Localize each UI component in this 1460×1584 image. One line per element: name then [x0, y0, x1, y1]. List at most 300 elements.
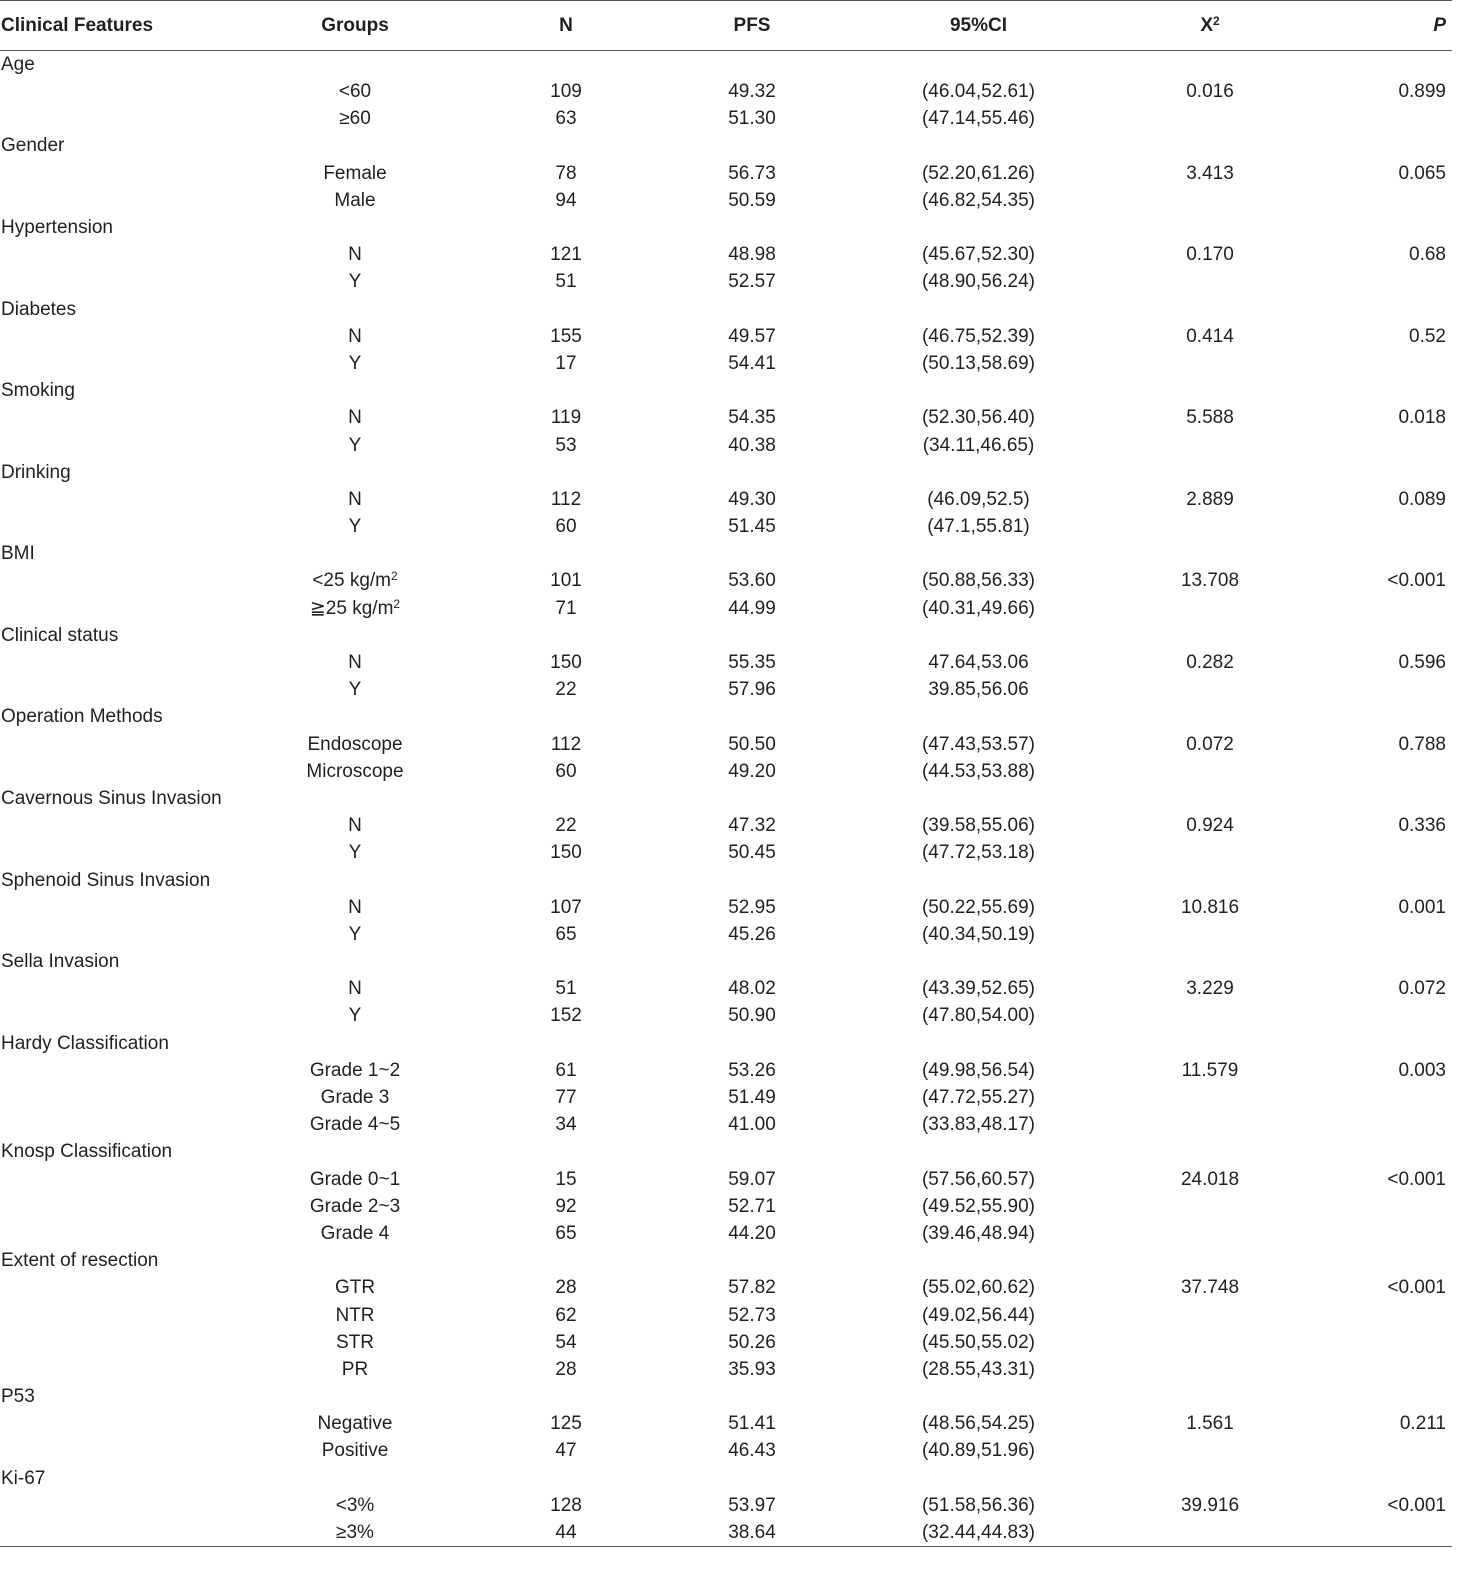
empty-cell [0, 676, 280, 703]
n-cell: 125 [550, 1413, 582, 1435]
empty-cell [0, 1410, 280, 1437]
x2-cell: 5.588 [1186, 407, 1234, 429]
table-row [0, 1492, 1452, 1519]
p-value-cell [1265, 839, 1452, 866]
x2-cell [1155, 1519, 1265, 1547]
table-row [0, 1166, 1452, 1193]
group-cell [280, 921, 430, 948]
empty-cell [0, 404, 280, 431]
pfs-cell: 51.49 [728, 1087, 776, 1109]
feature-row [0, 703, 1452, 730]
ci-cell: (33.83,48.17) [921, 1114, 1036, 1136]
n-cell: 94 [555, 189, 577, 211]
p-value-cell [1265, 758, 1452, 785]
x2-cell: 0.924 [1186, 815, 1234, 837]
ci-cell: (47.72,53.18) [921, 842, 1036, 864]
group-label: N [348, 325, 362, 347]
pfs-cell: 44.20 [728, 1222, 776, 1244]
feature-row [0, 1383, 1452, 1410]
group-label: Grade 1~2 [309, 1059, 401, 1081]
empty-cell [0, 187, 280, 214]
ci-cell: (40.31,49.66) [921, 597, 1036, 619]
table-row [0, 350, 1452, 377]
x2-cell: 1.561 [1186, 1413, 1234, 1435]
n-cell: 152 [550, 1005, 582, 1027]
group-cell [280, 1274, 430, 1301]
ci-cell: (52.20,61.26) [921, 162, 1036, 184]
p-value-cell [1265, 1220, 1452, 1247]
group-label: Grade 2~3 [309, 1195, 401, 1217]
n-cell: 22 [555, 815, 577, 837]
p-value-cell [1265, 105, 1452, 132]
empty-cell [0, 1002, 280, 1029]
empty-cell [0, 1356, 280, 1383]
table-row [0, 241, 1452, 268]
p-value-cell: <0.001 [1387, 1168, 1446, 1190]
p-value-cell [1265, 1084, 1452, 1111]
header-pfs: PFS [702, 1, 802, 51]
group-cell [280, 1437, 430, 1464]
empty-cell [0, 1111, 280, 1138]
group-label: Grade 3 [320, 1087, 390, 1109]
pfs-cell: 55.35 [728, 652, 776, 674]
group-cell [280, 404, 430, 431]
x2-cell: 0.170 [1186, 244, 1234, 266]
pfs-cell: 49.20 [728, 760, 776, 782]
pfs-cell: 47.32 [728, 815, 776, 837]
group-cell [280, 513, 430, 540]
x2-cell [1155, 839, 1265, 866]
group-cell [280, 350, 430, 377]
table-row [0, 323, 1452, 350]
table-row [0, 513, 1452, 540]
empty-cell [0, 1193, 280, 1220]
table-row [0, 921, 1452, 948]
x2-cell: 37.748 [1180, 1277, 1240, 1299]
empty-cell [0, 812, 280, 839]
p-value-cell: <0.001 [1387, 1494, 1446, 1516]
pfs-cell: 50.26 [728, 1331, 776, 1353]
ci-cell: (49.98,56.54) [921, 1059, 1036, 1081]
pfs-cell: 59.07 [728, 1168, 776, 1190]
p-value-cell: 0.065 [1398, 162, 1446, 184]
group-cell [280, 1111, 430, 1138]
table-row [0, 1519, 1452, 1547]
group-cell [280, 1220, 430, 1247]
p-value-cell: 0.52 [1409, 325, 1446, 347]
group-label: Grade 4~5 [309, 1114, 401, 1136]
x2-cell: 24.018 [1180, 1168, 1240, 1190]
feature-row [0, 540, 1452, 567]
header-row [0, 1, 1452, 51]
group-cell [280, 1410, 430, 1437]
x2-cell [1155, 268, 1265, 295]
x2-cell: 39.916 [1180, 1494, 1240, 1516]
x2-cell [1155, 187, 1265, 214]
group-cell [280, 812, 430, 839]
n-cell: 77 [555, 1087, 577, 1109]
feature-row [0, 132, 1452, 159]
feature-row [0, 459, 1452, 486]
n-cell: 107 [550, 896, 582, 918]
feature-row [0, 622, 1452, 649]
x2-cell [1155, 676, 1265, 703]
pfs-cell: 54.35 [728, 407, 776, 429]
ci-cell: (50.88,56.33) [921, 570, 1036, 592]
group-cell [280, 160, 430, 187]
group-cell [280, 268, 430, 295]
ci-cell: (43.39,52.65) [921, 978, 1036, 1000]
pfs-cell: 44.99 [728, 597, 776, 619]
x2-cell [1155, 1356, 1265, 1383]
pfs-cell: 53.26 [728, 1059, 776, 1081]
table-row [0, 431, 1452, 458]
table-row [0, 894, 1452, 921]
x2-cell: 10.816 [1180, 896, 1240, 918]
pfs-cell: 52.73 [728, 1304, 776, 1326]
table-row [0, 105, 1452, 132]
pfs-cell: 49.32 [728, 81, 776, 103]
feature-row [0, 214, 1452, 241]
feature-row [0, 296, 1452, 323]
feature-label: Ki-67 [1, 1467, 46, 1489]
n-cell: 112 [550, 733, 582, 755]
feature-row [0, 1247, 1452, 1274]
group-cell [280, 323, 430, 350]
feature-label: Hardy Classification [1, 1032, 169, 1054]
n-cell: 92 [555, 1195, 577, 1217]
n-cell: 51 [555, 978, 577, 1000]
ci-cell: (28.55,43.31) [921, 1358, 1036, 1380]
table-row [0, 187, 1452, 214]
group-label: Microscope [306, 760, 404, 782]
p-value-cell [1265, 595, 1452, 622]
n-cell: 121 [550, 244, 582, 266]
group-cell [280, 1301, 430, 1328]
group-cell [280, 1166, 430, 1193]
p-value-cell [1265, 1002, 1452, 1029]
feature-label: Operation Methods [1, 706, 163, 728]
table-row [0, 1220, 1452, 1247]
ci-cell: (51.58,56.36) [921, 1494, 1036, 1516]
empty-cell [0, 1301, 280, 1328]
group-cell [280, 1356, 430, 1383]
group-cell [280, 731, 430, 758]
p-value-cell: 0.788 [1398, 733, 1446, 755]
ci-cell: (47.43,53.57) [921, 733, 1036, 755]
p-value-cell: 0.072 [1398, 978, 1446, 1000]
table-row [0, 1193, 1452, 1220]
empty-cell [0, 431, 280, 458]
header-x2-base: X [1200, 14, 1213, 36]
table-row [0, 1437, 1452, 1464]
group-cell [280, 649, 430, 676]
ci-cell: (47.1,55.81) [927, 516, 1030, 538]
pfs-cell: 50.50 [728, 733, 776, 755]
ci-cell: 39.85,56.06 [928, 679, 1029, 701]
n-cell: 71 [555, 597, 577, 619]
group-cell [280, 894, 430, 921]
ci-cell: (32.44,44.83) [802, 1519, 1155, 1547]
ci-cell: (34.11,46.65) [922, 434, 1035, 456]
x2-cell: 13.708 [1180, 570, 1240, 592]
group-cell [280, 1002, 430, 1029]
n-cell: 62 [555, 1304, 577, 1326]
n-cell: 34 [555, 1114, 577, 1136]
p-value-cell: <0.001 [1387, 570, 1446, 592]
header-n: N [430, 1, 702, 51]
group-label: N [348, 488, 362, 510]
ci-cell: (47.14,55.46) [921, 108, 1036, 130]
empty-cell [0, 268, 280, 295]
empty-cell [0, 1437, 280, 1464]
group-label: NTR [335, 1304, 375, 1326]
ci-cell: (48.90,56.24) [921, 271, 1036, 293]
feature-label: Gender [1, 135, 65, 157]
group-cell [280, 1057, 430, 1084]
p-value-cell [1265, 676, 1452, 703]
x2-cell [1155, 105, 1265, 132]
p-value-cell: 0.899 [1398, 81, 1446, 103]
n-cell: 63 [555, 108, 577, 130]
ci-cell: (45.67,52.30) [921, 244, 1036, 266]
empty-cell [0, 1220, 280, 1247]
pfs-cell: 40.38 [728, 434, 776, 456]
n-cell: 17 [555, 352, 577, 374]
group-label: PR [341, 1358, 369, 1380]
table-row [0, 567, 1452, 594]
empty-cell [0, 160, 280, 187]
empty-cell [0, 350, 280, 377]
p-value-cell [1265, 1301, 1452, 1328]
empty-cell [0, 921, 280, 948]
group-label: Negative [317, 1413, 393, 1435]
empty-cell [0, 839, 280, 866]
table-row [0, 1057, 1452, 1084]
x2-cell: 11.579 [1181, 1059, 1239, 1081]
table-row [0, 1111, 1452, 1138]
pfs-cell: 45.26 [728, 923, 776, 945]
pfs-cell: 52.95 [728, 896, 776, 918]
empty-cell [0, 1519, 280, 1547]
x2-cell: 3.229 [1186, 978, 1234, 1000]
group-cell [280, 1193, 430, 1220]
empty-cell [0, 595, 280, 622]
n-cell: 22 [555, 679, 577, 701]
x2-cell: 2.889 [1186, 488, 1234, 510]
group-cell [280, 187, 430, 214]
feature-label: Sella Invasion [1, 951, 120, 973]
group-label: N [348, 407, 362, 429]
table-row [0, 758, 1452, 785]
ci-cell: (39.46,48.94) [921, 1222, 1036, 1244]
n-cell: 128 [550, 1494, 582, 1516]
p-value-cell: 0.596 [1398, 652, 1446, 674]
ci-cell: (48.56,54.25) [921, 1413, 1036, 1435]
pfs-cell: 38.64 [702, 1519, 802, 1547]
p-value-cell: 0.001 [1398, 896, 1446, 918]
pfs-cell: 41.00 [728, 1114, 776, 1136]
group-label: Y [348, 1005, 362, 1027]
group-label: <60 [338, 81, 372, 103]
p-value-cell [1265, 1356, 1452, 1383]
feature-label: Knosp Classification [1, 1141, 173, 1163]
pfs-cell: 54.41 [728, 352, 776, 374]
pfs-cell: 53.97 [728, 1494, 776, 1516]
table-row [0, 839, 1452, 866]
empty-cell [0, 731, 280, 758]
pfs-cell: 50.59 [728, 189, 776, 211]
n-cell: 28 [555, 1277, 577, 1299]
pfs-cell: 49.30 [728, 488, 776, 510]
empty-cell [0, 1166, 280, 1193]
empty-cell [0, 513, 280, 540]
group-cell [280, 431, 430, 458]
pfs-cell: 51.45 [728, 516, 776, 538]
x2-cell: 0.414 [1186, 325, 1234, 347]
group-label: ≥3% [336, 1521, 374, 1543]
group-label: Female [323, 162, 387, 184]
feature-row [0, 948, 1452, 975]
feature-label: Cavernous Sinus Invasion [1, 787, 222, 809]
group-label: Grade 4 [320, 1222, 390, 1244]
x2-cell: 0.072 [1186, 733, 1234, 755]
group-superscript: 2 [393, 596, 401, 611]
ci-cell: (46.04,52.61) [921, 81, 1036, 103]
header-groups: Groups [280, 1, 430, 51]
ci-cell: (49.02,56.44) [921, 1304, 1036, 1326]
x2-cell [1155, 1220, 1265, 1247]
table-row [0, 160, 1452, 187]
pfs-cell: 52.71 [728, 1195, 776, 1217]
group-label: Endoscope [307, 733, 403, 755]
p-value-cell [1265, 431, 1452, 458]
table-body [0, 51, 1452, 1547]
group-cell [280, 78, 430, 105]
group-label: Male [334, 189, 376, 211]
ci-cell: (39.58,55.06) [921, 815, 1036, 837]
header-x2 [1155, 1, 1265, 51]
group-cell [280, 975, 430, 1002]
group-label: Y [348, 679, 362, 701]
ci-cell: (44.53,53.88) [921, 760, 1036, 782]
group-label: Positive [321, 1440, 389, 1462]
empty-cell [0, 758, 280, 785]
table-row [0, 1356, 1452, 1383]
group-label: <25 kg/m [312, 570, 391, 592]
empty-cell [0, 78, 280, 105]
table-row [0, 1410, 1452, 1437]
x2-cell [1155, 1437, 1265, 1464]
group-label: N [348, 896, 362, 918]
p-value-cell [1265, 1437, 1452, 1464]
n-cell: 78 [555, 162, 577, 184]
pfs-cell: 50.90 [728, 1005, 776, 1027]
pfs-cell: 56.73 [728, 162, 776, 184]
n-cell: 15 [555, 1168, 577, 1190]
x2-cell: 0.282 [1186, 652, 1234, 674]
n-cell: 101 [550, 570, 582, 592]
empty-cell [0, 1329, 280, 1356]
group-label: N [348, 244, 362, 266]
group-label: ≥60 [339, 108, 371, 130]
ci-cell: (46.82,54.35) [921, 189, 1036, 211]
n-cell: 65 [555, 1222, 577, 1244]
group-cell [280, 676, 430, 703]
feature-label: P53 [1, 1386, 35, 1408]
x2-cell [1155, 1301, 1265, 1328]
n-cell: 60 [555, 516, 577, 538]
group-label: Y [348, 516, 362, 538]
ci-cell: (55.02,60.62) [921, 1277, 1036, 1299]
n-cell: 61 [555, 1059, 577, 1081]
table-row [0, 975, 1452, 1002]
n-cell: 47 [555, 1440, 577, 1462]
empty-cell [0, 105, 280, 132]
pfs-cell: 57.82 [728, 1277, 776, 1299]
empty-cell [0, 567, 280, 594]
table-row [0, 486, 1452, 513]
feature-label: Smoking [1, 380, 75, 402]
x2-cell [1155, 758, 1265, 785]
table-row [0, 404, 1452, 431]
pfs-cell: 57.96 [728, 679, 776, 701]
group-cell [280, 486, 430, 513]
p-value-cell [1265, 350, 1452, 377]
group-cell [280, 567, 430, 594]
table-row [0, 595, 1452, 622]
table-row [0, 812, 1452, 839]
group-label: STR [336, 1331, 374, 1353]
ci-cell: (57.56,60.57) [921, 1168, 1036, 1190]
table-row [0, 1002, 1452, 1029]
empty-cell [0, 1492, 280, 1519]
group-label: N [348, 978, 362, 1000]
p-value-cell: 0.211 [1399, 1413, 1446, 1435]
ci-cell: (40.34,50.19) [921, 923, 1036, 945]
p-value-cell [1265, 1519, 1452, 1547]
feature-label: Diabetes [1, 298, 76, 320]
p-value-cell [1265, 268, 1452, 295]
empty-cell [0, 1084, 280, 1111]
pfs-cell: 46.43 [728, 1440, 776, 1462]
n-cell: 150 [550, 842, 582, 864]
group-label: Grade 0~1 [309, 1168, 401, 1190]
empty-cell [0, 894, 280, 921]
group-label: Y [348, 434, 362, 456]
x2-cell [1155, 1111, 1265, 1138]
group-superscript: 2 [391, 569, 398, 584]
p-value-cell: 0.68 [1409, 244, 1446, 266]
feature-row [0, 377, 1452, 404]
p-value-cell [1265, 921, 1452, 948]
n-cell: 54 [555, 1331, 577, 1353]
group-label: Y [348, 352, 362, 374]
table-header [0, 1, 1452, 51]
n-cell: 112 [550, 488, 582, 510]
empty-cell [0, 241, 280, 268]
feature-row [0, 785, 1452, 812]
ci-cell: 47.64,53.06 [928, 652, 1029, 674]
group-cell [280, 1329, 430, 1356]
pfs-cell: 51.30 [728, 108, 776, 130]
group-cell [280, 595, 430, 622]
n-cell: 60 [555, 760, 577, 782]
x2-cell [1155, 513, 1265, 540]
x2-cell: 3.413 [1186, 162, 1234, 184]
p-value-cell: 0.336 [1398, 815, 1446, 837]
x2-cell: 0.016 [1186, 81, 1234, 103]
